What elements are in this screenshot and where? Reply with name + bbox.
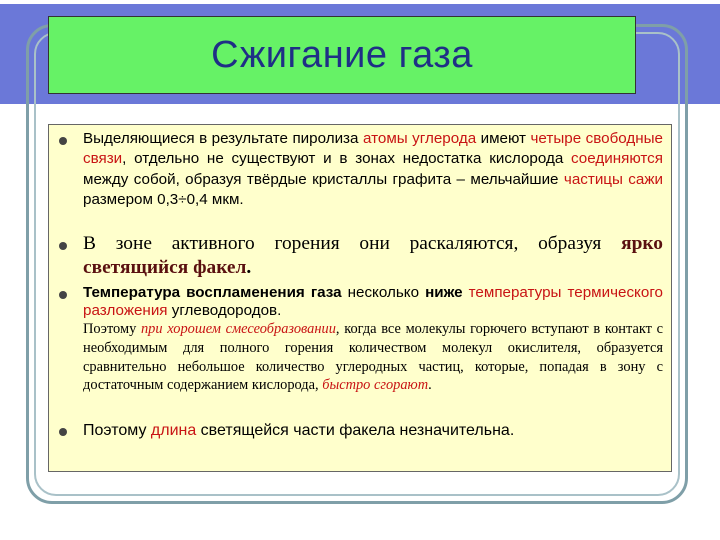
text: В зоне активного горения они раскаляются, образуя xyxy=(83,233,622,254)
paragraph-3a xyxy=(83,284,663,320)
text: . xyxy=(428,377,432,394)
bullet-dot-icon xyxy=(59,137,67,145)
text: между собой, образуя твёрдые кристаллы графита – мельчайшие xyxy=(83,170,564,188)
highlight-text: при хорошем смесеобразовании xyxy=(140,321,336,337)
highlight-text: длина xyxy=(150,422,197,439)
bullet-dot-icon xyxy=(59,428,67,436)
highlight-text: атомы углерода xyxy=(362,130,477,147)
highlight-text: частицы сажи xyxy=(563,170,663,188)
paragraph-3b xyxy=(83,320,663,395)
text: , отдельно не существуют и в зонах недостатка кислорода xyxy=(122,150,572,168)
highlight-text: четыре свободные связи xyxy=(83,130,663,168)
paragraph-1 xyxy=(83,129,663,211)
bullet-dot-icon xyxy=(59,291,67,299)
bold-text: ниже xyxy=(425,284,463,301)
content-box xyxy=(48,124,672,472)
text: размером 0,3÷0,4 мкм. xyxy=(83,191,244,209)
highlight-text: температуры термического разложения xyxy=(83,284,663,319)
text: Поэтому xyxy=(83,321,141,337)
highlight-text: ярко светящийся факел xyxy=(83,233,663,278)
text: светящейся части факела незначительна. xyxy=(196,422,515,439)
text: Поэтому xyxy=(83,422,151,439)
text: имеют xyxy=(476,130,531,147)
text: . xyxy=(246,257,252,278)
highlight-text: соединяются xyxy=(571,150,663,168)
text: Выделяющиеся в результате пиролиза xyxy=(83,130,363,147)
bullet-dot-icon xyxy=(59,242,67,250)
highlight-text: быстро сгорают xyxy=(322,377,429,394)
title-box xyxy=(48,16,636,94)
text: , когда все молекулы горючего вступают в контакт с необходимым для полного горения количеством молекул окислителя, образуется сравнительно небольшое количество углеродных частиц, которые, попадая в зону с достаточным содержанием кислорода, xyxy=(83,321,663,394)
bold-text: Температура воспламенения газа xyxy=(83,284,342,301)
text: углеводородов. xyxy=(167,302,282,319)
paragraph-2 xyxy=(83,232,663,280)
slide-title: Сжигание газа xyxy=(211,33,473,76)
text: несколько xyxy=(341,284,426,301)
paragraph-4 xyxy=(83,421,663,441)
